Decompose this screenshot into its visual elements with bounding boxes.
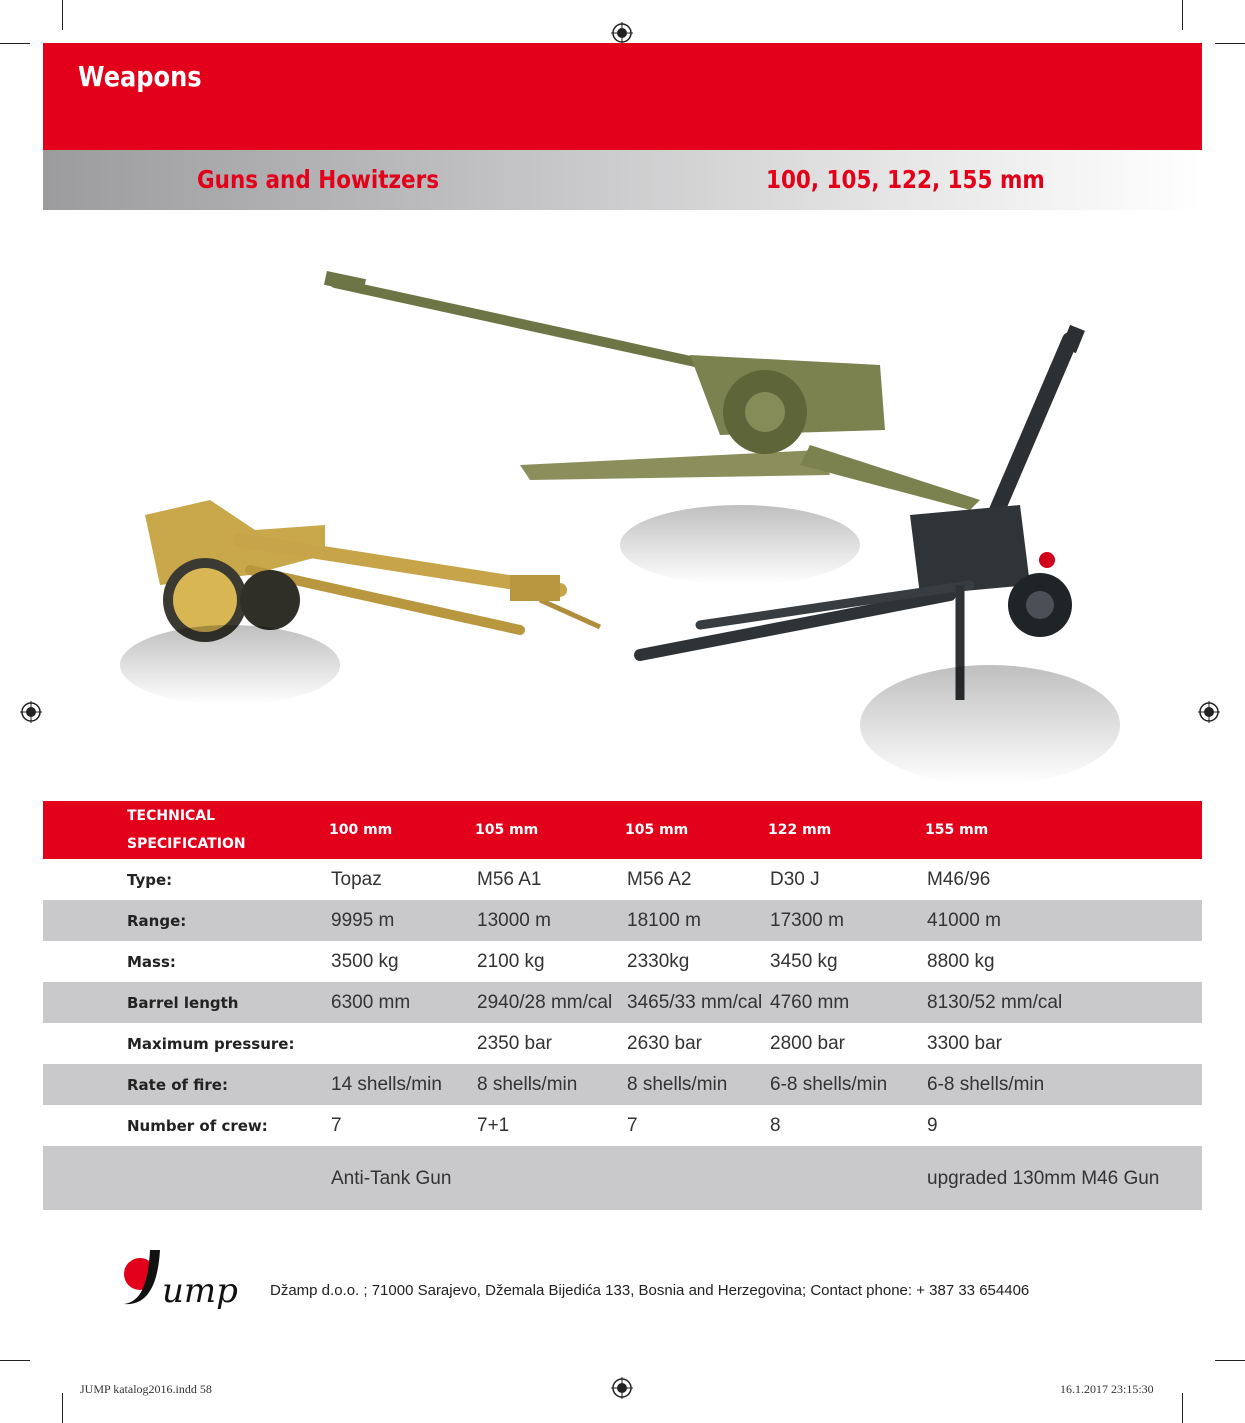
column-header: 100 mm — [329, 801, 475, 859]
registration-mark-icon — [611, 1377, 633, 1399]
row-label: Maximum pressure: — [127, 1034, 295, 1053]
crop-mark — [1215, 43, 1245, 44]
table-row — [43, 941, 1202, 982]
spec-header-label: TECHNICAL SPECIFICATION — [43, 801, 329, 859]
table-cell: 3300 bar — [927, 1032, 1003, 1054]
section-subtitle: Guns and Howitzers — [197, 165, 440, 194]
table-row — [43, 1105, 1202, 1146]
row-label: Type: — [127, 870, 173, 889]
table-cell: 2630 bar — [627, 1032, 703, 1054]
crop-mark — [1215, 1360, 1245, 1361]
table-cell — [475, 1146, 625, 1210]
table-cell: 3450 kg — [770, 950, 838, 972]
table-cell: 14 shells/min — [329, 1064, 475, 1105]
table-cell: 7 — [331, 1114, 342, 1136]
table-cell: 8 — [770, 1114, 781, 1136]
table-cell: M46/96 — [927, 868, 991, 890]
table-cell: 8800 kg — [927, 950, 995, 972]
row-label: Rate of fire: — [43, 1064, 329, 1105]
column-header: 122 mm — [768, 801, 925, 859]
table-row — [43, 859, 1202, 900]
column-header: 155 mm — [925, 801, 1202, 859]
svg-text:ump: ump — [162, 1271, 238, 1311]
table-cell: 8 shells/min — [475, 1064, 625, 1105]
row-label — [43, 1146, 329, 1210]
table-cell: 2940/28 mm/cal — [475, 982, 625, 1023]
table-row — [43, 1023, 1202, 1064]
table-cell: 3465/33 mm/cal — [625, 982, 768, 1023]
table-cell: 17300 m — [768, 900, 925, 941]
m56-howitzer-image — [145, 500, 600, 642]
table-cell: 8130/52 mm/cal — [925, 982, 1202, 1023]
table-cell — [329, 1023, 475, 1064]
table-cell: Anti-Tank Gun — [329, 1146, 475, 1210]
table-row — [43, 900, 1202, 941]
crop-mark — [1182, 0, 1183, 30]
table-row — [43, 982, 1202, 1023]
crop-mark — [62, 1393, 63, 1423]
table-cell: 3500 kg — [331, 950, 399, 972]
table-cell: 9995 m — [329, 900, 475, 941]
crop-mark — [1182, 1393, 1183, 1423]
registration-mark-icon — [611, 22, 633, 44]
table-cell: 6-8 shells/min — [768, 1064, 925, 1105]
page-title: Weapons — [78, 60, 202, 93]
row-label: Range: — [43, 900, 329, 941]
table-cell: 7 — [627, 1114, 638, 1136]
table-cell: 6-8 shells/min — [925, 1064, 1202, 1105]
table-cell: 2100 kg — [477, 950, 545, 972]
spec-table-header-row — [43, 801, 1202, 859]
table-row-notes — [43, 1146, 1202, 1210]
table-cell: M56 A2 — [627, 868, 692, 890]
contact-info: Džamp d.o.o. ; 71000 Sarajevo, Džemala Bijedića 133, Bosnia and Herzegovina; Contact phone: + 387 33 654406 — [270, 1282, 1030, 1299]
jump-logo — [118, 1244, 258, 1316]
table-cell: 2800 bar — [770, 1032, 846, 1054]
row-label: Barrel length — [43, 982, 329, 1023]
caliber-list: 100, 105, 122, 155 mm — [766, 165, 1045, 194]
print-slug-timestamp: 16.1.2017 23:15:30 — [1060, 1382, 1154, 1396]
print-slug-file: JUMP katalog2016.indd 58 — [80, 1382, 212, 1396]
registration-mark-icon — [1198, 701, 1220, 723]
artillery-photo — [120, 255, 1120, 795]
crop-mark — [0, 1360, 30, 1361]
column-header: 105 mm — [475, 801, 625, 859]
table-cell: 2350 bar — [477, 1032, 553, 1054]
table-cell: Topaz — [331, 868, 382, 890]
table-cell: 18100 m — [625, 900, 768, 941]
table-cell: 4760 mm — [768, 982, 925, 1023]
table-cell: D30 J — [770, 868, 820, 890]
row-label: Mass: — [127, 952, 176, 971]
table-cell: 9 — [927, 1114, 938, 1136]
anti-tank-gun-image — [324, 271, 980, 510]
column-header: 105 mm — [625, 801, 768, 859]
table-cell: 6300 mm — [329, 982, 475, 1023]
table-cell: 41000 m — [925, 900, 1202, 941]
table-cell: 2330kg — [627, 950, 690, 972]
table-cell — [625, 1146, 768, 1210]
row-label: Number of crew: — [127, 1116, 268, 1135]
table-cell: upgraded 130mm M46 Gun — [925, 1146, 1202, 1210]
table-row — [43, 1064, 1202, 1105]
table-cell — [768, 1146, 925, 1210]
table-cell: 13000 m — [475, 900, 625, 941]
table-cell: 7+1 — [477, 1114, 510, 1136]
spec-table — [43, 801, 1202, 1210]
registration-mark-icon — [20, 701, 42, 723]
table-cell: M56 A1 — [477, 868, 542, 890]
table-cell: 8 shells/min — [625, 1064, 768, 1105]
header-banner — [43, 43, 1202, 150]
crop-mark — [62, 0, 63, 30]
crop-mark — [0, 43, 30, 44]
